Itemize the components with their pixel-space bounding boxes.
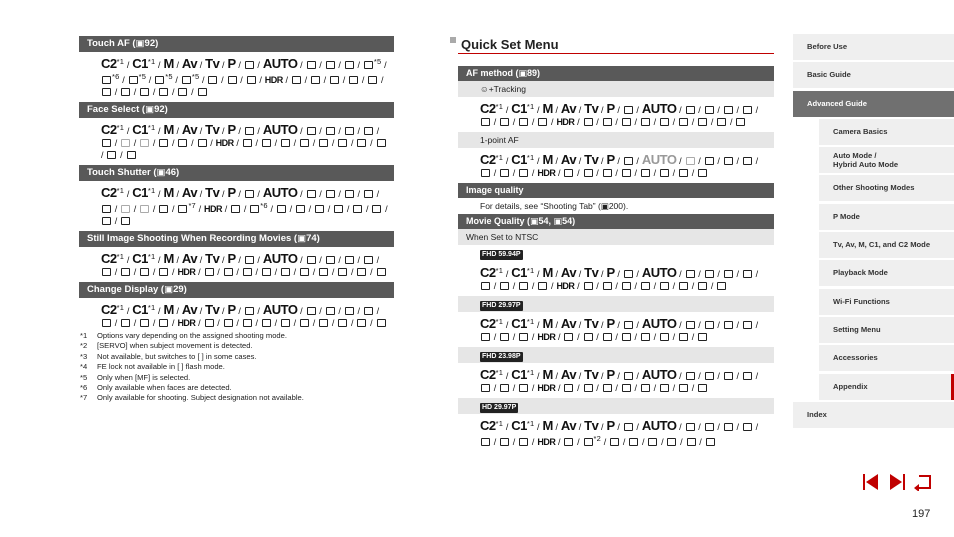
one-point-row: 1-point AF	[458, 132, 774, 148]
movie-size-row	[458, 245, 774, 261]
prev-page-icon[interactable]	[860, 472, 882, 492]
footnote: *2 [SERVO] when subject movement is detected.	[80, 341, 253, 351]
mode-icons: C2$^{*1}$ / C1$^{*1}$ / M / Av / Tv / P / / AUTO / / / / / / / / / HDR / / / / / / / / / /	[101, 302, 391, 329]
mode-icons: C2$^{*1}$ / C1$^{*1}$ / M / Av / Tv / P / / AUTO / / / / / / / / / HDR / / / / / / / /	[480, 265, 759, 291]
section-af-method: AF method (▣89)	[458, 66, 774, 81]
face-icon: ☺	[480, 84, 489, 94]
page-ref-link[interactable]: 92	[144, 38, 156, 49]
movie-size-badge: FHD 59.94P	[482, 251, 521, 258]
section-image-quality: Image quality	[458, 183, 774, 198]
footnote: *7 Only available for shooting. Subject designation not available.	[80, 393, 304, 403]
mode-icons: C2$^{*1}$ / C1$^{*1}$ / M / Av / Tv / P / / AUTO / / / / / / / / HDR / / $^{*2}$ / / / / / /	[480, 418, 759, 447]
nav-basic-guide[interactable]: Basic Guide	[793, 62, 954, 88]
page-ref-link[interactable]: 29	[173, 284, 184, 295]
chapter-nav	[793, 34, 954, 430]
section-movie-quality: Movie Quality (▣54, ▣54)	[458, 214, 774, 229]
nav-auto-mode[interactable]: Auto Mode / Hybrid Auto Mode	[819, 147, 954, 173]
page-title: Quick Set Menu	[458, 36, 774, 54]
middle-column	[458, 36, 774, 452]
mode-icons: C2$^{*1}$ / C1$^{*1}$ / M / Av / Tv / P / / AUTO / / / / / / / / HDR / / / / / / / /	[480, 152, 759, 178]
nav-setting-menu[interactable]: Setting Menu	[819, 317, 954, 343]
page-number: 197	[912, 508, 931, 520]
section-still-image-movies: Still Image Shooting When Recording Movies (▣74)	[79, 231, 394, 247]
nav-tv-av-m-mode[interactable]: Tv, Av, M, C1, and C2 Mode	[819, 232, 954, 258]
nav-accessories[interactable]: Accessories	[819, 345, 954, 371]
mode-icons: C2$^{*1}$ / C1$^{*1}$ / M / Av / Tv / P / / AUTO / / / / / / / / / $^{*7}$ / HDR / / $^{*6}$ / / / / / / / /	[101, 185, 388, 226]
next-page-icon[interactable]	[886, 472, 908, 492]
section-face-select: Face Select (▣92)	[79, 102, 394, 118]
page-ref-link[interactable]: 54	[562, 216, 573, 226]
page-navigation	[860, 472, 934, 492]
movie-size-row	[458, 347, 774, 363]
nav-playback-mode[interactable]: Playback Mode	[819, 260, 954, 286]
page-ref-link[interactable]: 200).	[608, 201, 629, 211]
ntsc-row: When Set to NTSC	[458, 229, 774, 245]
page-ref-link[interactable]: 74	[306, 233, 317, 244]
section-change-display: Change Display (▣29)	[79, 282, 394, 298]
nav-before-use[interactable]: Before Use	[793, 34, 954, 60]
mode-icons: C2$^{*1}$ / C1$^{*1}$ / M / Av / Tv / P / / AUTO / / / / $^{*5}$ / $^{*6}$ / $^{*5}$ / $^{*5}$ / $^{*5}$ / / / / HDR / / / / / / / / / / /	[101, 56, 387, 97]
section-touch-af: Touch AF (▣92)	[79, 36, 394, 52]
image-quality-text: For details, see “Shooting Tab” (▣200).	[480, 201, 629, 211]
page-ref-link[interactable]: 89	[527, 68, 538, 78]
nav-wifi-functions[interactable]: Wi-Fi Functions	[819, 289, 954, 315]
mode-icons: C2$^{*1}$ / C1$^{*1}$ / M / Av / Tv / P / / AUTO / / / / / / / / / HDR / / / / / / / / /	[480, 101, 759, 127]
movie-size-row	[458, 398, 774, 414]
nav-advanced-guide[interactable]: Advanced Guide	[793, 91, 954, 117]
movie-size-badge: FHD 23.98P	[482, 353, 521, 360]
footnotes	[80, 331, 400, 404]
mode-icons: C2$^{*1}$ / C1$^{*1}$ / M / Av / Tv / P / / AUTO / / / / / / / / HDR / / / / / / / /	[480, 316, 759, 342]
page-ref-link[interactable]: 46	[165, 167, 177, 178]
nav-appendix[interactable]: Appendix	[819, 374, 954, 400]
section-touch-shutter: Touch Shutter (▣46)	[79, 165, 394, 181]
footnote: *3 Not available, but switches to [ ] in some cases.	[80, 351, 257, 361]
page-ref-link[interactable]: 92	[154, 104, 165, 115]
movie-size-badge: FHD 29.97P	[482, 302, 521, 309]
tracking-row: ☺+Tracking	[458, 81, 774, 97]
mode-icons: C2$^{*1}$ / C1$^{*1}$ / M / Av / Tv / P / / AUTO / / / / / / / / / HDR / / / / / / / / / /	[101, 251, 391, 278]
nav-p-mode[interactable]: P Mode	[819, 204, 954, 230]
footnote: *5 Only when [MF] is selected.	[80, 372, 191, 382]
movie-size-row	[458, 296, 774, 312]
movie-size-badge: HD 29.97P	[482, 404, 517, 411]
mode-icons: C2$^{*1}$ / C1$^{*1}$ / M / Av / Tv / P / / AUTO / / / / / / / / HDR / / / / / / / /	[480, 367, 759, 393]
footnote: *4 FE lock not available in [ ] flash mode.	[80, 362, 225, 372]
page-ref-link[interactable]: 54,	[538, 216, 554, 226]
return-icon[interactable]	[912, 472, 934, 492]
title-marker	[450, 37, 456, 43]
footnote: *1 Options vary depending on the assigned shooting mode.	[80, 331, 287, 340]
mode-icons: C2$^{*1}$ / C1$^{*1}$ / M / Av / Tv / P / / AUTO / / / / / / / / / / / HDR / / / / / / / / / /	[101, 122, 391, 161]
nav-index[interactable]: Index	[793, 402, 954, 428]
nav-other-shooting-modes[interactable]: Other Shooting Modes	[819, 175, 954, 201]
nav-camera-basics[interactable]: Camera Basics	[819, 119, 954, 145]
left-column	[79, 36, 394, 333]
footnote: *6 Only available when faces are detected.	[80, 383, 232, 393]
